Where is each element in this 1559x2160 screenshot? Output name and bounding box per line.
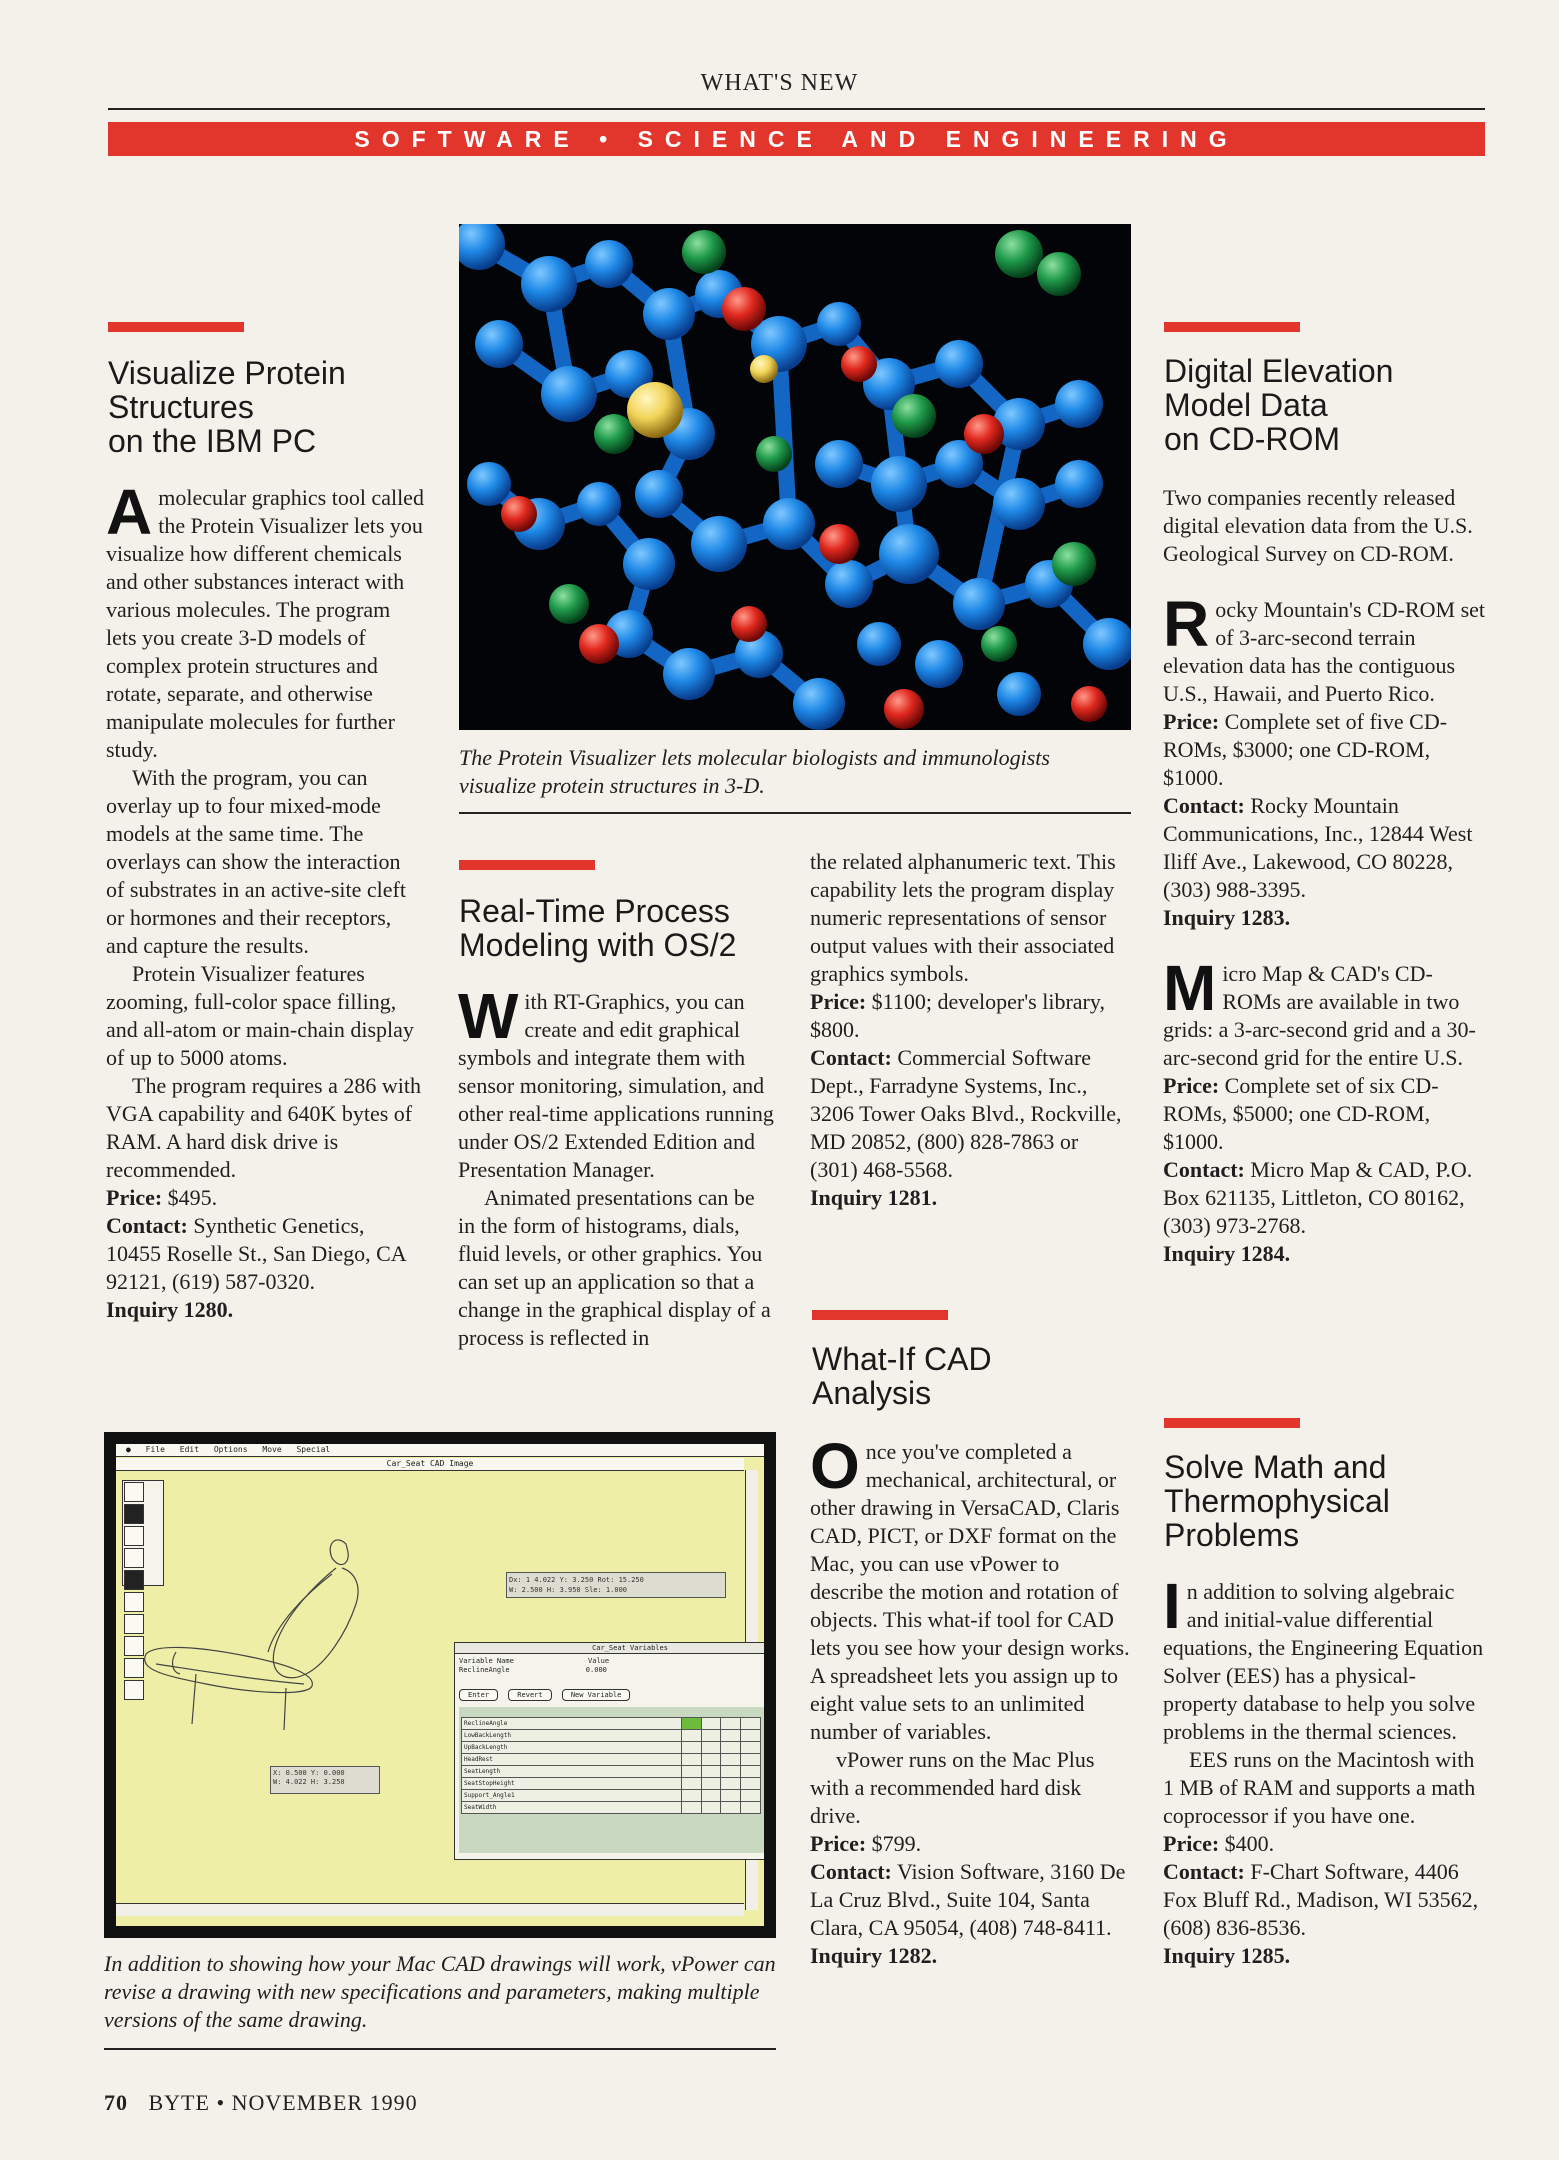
tool-icon	[124, 1482, 144, 1502]
price-label: Price:	[1163, 1831, 1220, 1856]
price-label: Price:	[106, 1185, 163, 1210]
field-label: Value	[588, 1657, 610, 1665]
headline-math	[1164, 1450, 1484, 1552]
header-rule	[108, 108, 1485, 110]
paragraph: Animated presentations can be in the form of histograms, dials, fluid levels, or other graphics. You can set up an application so that a change in the graphical display of a process is reflected in	[458, 1185, 771, 1350]
price-value: $400.	[1219, 1831, 1275, 1856]
headline-line: Model Data	[1164, 387, 1328, 423]
protein-molecule-photo	[459, 224, 1131, 730]
mac-menu-bar	[116, 1444, 764, 1457]
headline-line: What-If CAD	[812, 1341, 992, 1377]
row-label: Support_Angle1	[462, 1790, 682, 1802]
paragraph: nce you've completed a mechanical, architectural, or other drawing in VersaCAD, Claris CAD, PICT, or DXF format on the Mac, you can use vPower to describe the motion and rotation of objects. This what-if tool for CAD lets you see how your design works. A spreadsheet lets you assign up to eight value sets to an unlimited number of variables.	[810, 1439, 1130, 1744]
contact-label: Contact:	[810, 1859, 892, 1884]
field-value: 0.000	[585, 1666, 607, 1674]
variable-fields	[459, 1657, 699, 1675]
drop-cap: I	[1163, 1570, 1181, 1642]
price-value: $1100; developer's library, $800.	[810, 989, 1105, 1042]
page-number: 70	[104, 2090, 128, 2115]
article-protein-body	[106, 476, 424, 1324]
headline-accent-bar	[108, 322, 244, 332]
contact-label: Contact:	[810, 1045, 892, 1070]
drop-cap: M	[1163, 952, 1217, 1024]
new-variable-button: New Variable	[562, 1689, 631, 1701]
headline-line: Digital Elevation	[1164, 353, 1394, 389]
article-elevation-body	[1163, 484, 1485, 1268]
paragraph: n addition to solving algebraic and initial-value differential equations, the Engineering Equation Solver (EES) has a physical-property database to help you solve problems in the thermal sciences.	[1163, 1579, 1484, 1744]
contact-value: F-Chart Software, 4406 Fox Bluff Rd., Madison, WI 53562, (608) 836-8536.	[1163, 1859, 1479, 1940]
price-label: Price:	[810, 1831, 867, 1856]
caption-rule	[459, 812, 1131, 814]
variables-grid	[459, 1707, 764, 1853]
section-title: WHAT'S NEW	[700, 70, 859, 96]
row-label: ReclineAngle	[462, 1718, 682, 1730]
paragraph: ocky Mountain's CD-ROM set of 3-arc-second terrain elevation data has the contiguous U.S., Hawaii, and Puerto Rico.	[1163, 597, 1486, 706]
headline-line: Visualize Protein	[108, 355, 346, 391]
headline-accent-bar	[459, 860, 595, 870]
contact-value: Rocky Mountain Communications, Inc., 12844 West Iliff Ave., Lakewood, CO 80228, (303) 988-3395.	[1163, 793, 1473, 902]
article-math-body	[1163, 1570, 1485, 1970]
headline-accent-bar	[1164, 322, 1300, 332]
variables-window	[454, 1642, 764, 1860]
tool-icon	[124, 1504, 144, 1524]
price-value: Complete set of six CD-ROMs, $5000; one CD-ROM, $1000.	[1163, 1073, 1439, 1154]
contact-label: Contact:	[1163, 793, 1245, 818]
paragraph: ith RT-Graphics, you can create and edit graphical symbols and integrate them with sensor monitoring, simulation, and other real-time applications running under OS/2 Extended Edition and Presentation Manager.	[458, 989, 774, 1182]
enter-button: Enter	[459, 1689, 498, 1701]
headline-accent-bar	[812, 1310, 948, 1320]
paragraph: molecular graphics tool called the Protein Visualizer lets you visualize how different chemicals and other substances interact with various molecules. The program lets you create 3-D models of complex protein structures and rotate, separate, and otherwise manipulate molecules for further study.	[106, 485, 424, 762]
contact-label: Contact:	[1163, 1859, 1245, 1884]
headline-line: Problems	[1164, 1517, 1300, 1553]
contact-label: Contact:	[1163, 1157, 1245, 1182]
paragraph: Protein Visualizer features zooming, full-color space filling, and all-atom or main-chain display of up to 5000 atoms.	[106, 961, 414, 1070]
mac-window-title: Car_Seat CAD Image	[116, 1458, 744, 1471]
row-label: SeatStopHeight	[462, 1778, 682, 1790]
price-value: $799.	[866, 1831, 922, 1856]
headline-protein	[108, 356, 438, 458]
row-label: HeadRest	[462, 1754, 682, 1766]
article-whatif-body	[810, 1430, 1130, 1970]
contact-value: Synthetic Genetics, 10455 Roselle St., San Diego, CA 92121, (619) 587-0320.	[106, 1213, 406, 1294]
paragraph: EES runs on the Macintosh with 1 MB of RAM and supports a math coprocessor if you have one.	[1163, 1747, 1476, 1828]
inquiry-number: Inquiry 1285.	[1163, 1943, 1291, 1968]
photo-caption: The Protein Visualizer lets molecular biologists and immunologists visualize protein structures in 3-D.	[459, 745, 1050, 798]
menu-item: Options	[213, 1445, 248, 1454]
contact-value: Vision Software, 3160 De La Cruz Blvd., Suite 104, Santa Clara, CA 95054, (408) 748-8411.	[810, 1859, 1126, 1940]
category-banner: SOFTWARE • SCIENCE AND ENGINEERING	[108, 122, 1485, 156]
inquiry-number: Inquiry 1282.	[810, 1943, 938, 1968]
magazine-issue: BYTE • NOVEMBER 1990	[148, 2090, 418, 2115]
apple-icon: ●	[126, 1445, 131, 1454]
menu-item: File	[145, 1445, 165, 1454]
paragraph: icro Map & CAD's CD-ROMs are available in two grids: a 3-arc-second grid and a 30-arc-second grid for the entire U.S.	[1163, 961, 1476, 1070]
field-value: ReclineAngle	[459, 1666, 510, 1674]
page-footer	[104, 2090, 418, 2116]
mac-screen	[116, 1444, 764, 1926]
row-label: SeatWidth	[462, 1802, 682, 1814]
caption-rule	[104, 2048, 776, 2050]
drop-cap: R	[1163, 588, 1210, 660]
inquiry-number: Inquiry 1281.	[810, 1185, 938, 1210]
paragraph: With the program, you can overlay up to four mixed-mode models at the same time. The overlays can show the interaction of substrates in an active-site cleft or hormones and their receptors, and capture the results.	[106, 765, 406, 958]
price-value: $495.	[162, 1185, 218, 1210]
article-realtime-continued	[810, 848, 1130, 1212]
headline-line: Modeling with OS/2	[459, 927, 737, 963]
drop-cap: A	[106, 476, 153, 548]
price-label: Price:	[1163, 1073, 1220, 1098]
headline-line: on CD-ROM	[1164, 421, 1341, 457]
paragraph: The program requires a 286 with VGA capability and 640K bytes of RAM. A hard disk drive is recommended.	[106, 1073, 421, 1182]
contact-value: Commercial Software Dept., Farradyne Systems, Inc., 3206 Tower Oaks Blvd., Rockville, MD 20852, (800) 828-7863 or (301) 468-5568.	[810, 1045, 1122, 1182]
molecule-image	[459, 224, 1131, 730]
selection-readout: X: 0.500 Y: 0.000 W: 4.022 H: 3.250	[270, 1766, 380, 1794]
inquiry-number: Inquiry 1283.	[1163, 905, 1291, 930]
headline-line: Real-Time Process	[459, 893, 730, 929]
field-label: Variable Name	[459, 1657, 514, 1665]
headline-line: Structures	[108, 389, 254, 425]
revert-button: Revert	[508, 1689, 551, 1701]
paragraph: Two companies recently released digital elevation data from the U.S. Geological Survey on CD-ROM.	[1163, 485, 1473, 566]
drop-cap: O	[810, 1430, 860, 1502]
headline-line: Thermophysical	[1164, 1483, 1390, 1519]
menu-item: Special	[296, 1445, 331, 1454]
headline-realtime	[459, 894, 789, 962]
headline-accent-bar	[1164, 1418, 1300, 1428]
menu-item: Edit	[179, 1445, 200, 1454]
row-label: LowBackLength	[462, 1730, 682, 1742]
paragraph: vPower runs on the Mac Plus with a recommended hard disk drive.	[810, 1747, 1095, 1828]
headline-line: Solve Math and	[1164, 1449, 1387, 1485]
contact-value: Micro Map & CAD, P.O. Box 621135, Littleton, CO 80162, (303) 973-2768.	[1163, 1157, 1473, 1238]
contact-label: Contact:	[106, 1213, 188, 1238]
coordinate-readout: Dx: 1 4.022 Y: 3.250 Rot: 15.250 W: 2.500 H: 3.950 Sle: 1.000	[506, 1572, 726, 1598]
headline-elevation	[1164, 354, 1484, 456]
row-label: SeatLength	[462, 1766, 682, 1778]
row-label: UpBackLength	[462, 1742, 682, 1754]
inquiry-number: Inquiry 1280.	[106, 1297, 234, 1322]
button-row	[459, 1689, 636, 1701]
car-seat-drawing	[136, 1524, 456, 1744]
inquiry-number: Inquiry 1284.	[1163, 1241, 1291, 1266]
variables-table	[461, 1717, 761, 1814]
scrollbar-horizontal	[116, 1903, 744, 1916]
price-label: Price:	[1163, 709, 1220, 734]
menu-item: Move	[262, 1445, 282, 1454]
paragraph: the related alphanumeric text. This capability lets the program display numeric representations of sensor output values with their associated graphics symbols.	[810, 849, 1116, 986]
headline-line: Analysis	[812, 1375, 932, 1411]
article-realtime-body	[458, 980, 776, 1352]
headline-line: on the IBM PC	[108, 423, 317, 459]
variables-title: Car_Seat Variables	[455, 1643, 764, 1654]
vpower-screenshot	[104, 1432, 776, 1938]
headline-whatif	[812, 1342, 1132, 1410]
drop-cap: W	[458, 980, 519, 1052]
screenshot-caption: In addition to showing how your Mac CAD drawings will work, vPower can revise a drawing with new specifications and parameters, making multiple versions of the same drawing.	[104, 1951, 776, 2032]
price-label: Price:	[810, 989, 867, 1014]
price-value: Complete set of five CD-ROMs, $3000; one CD-ROM, $1000.	[1163, 709, 1448, 790]
